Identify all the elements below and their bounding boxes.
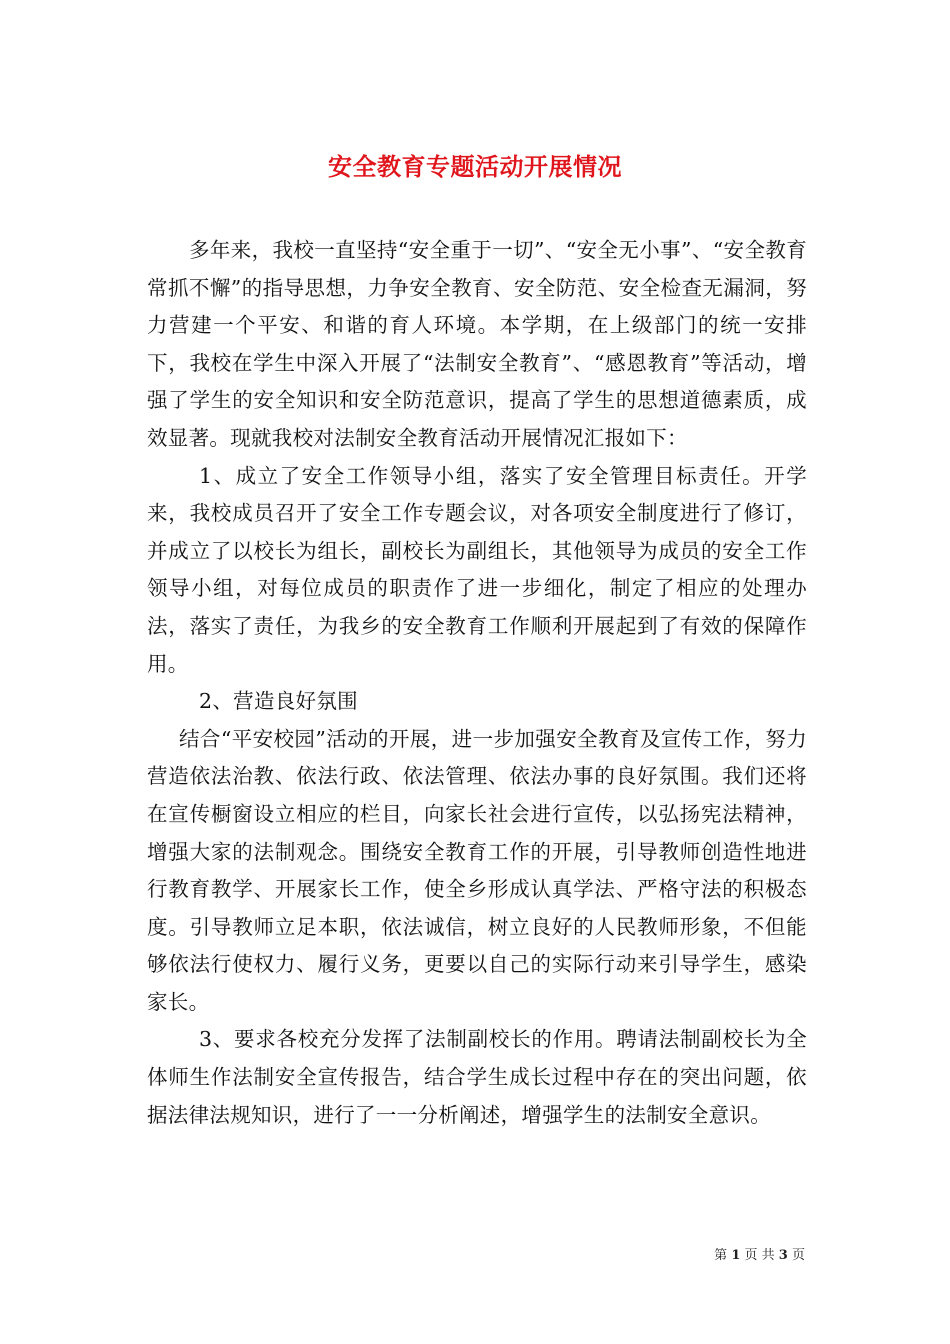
footer-prefix: 第 <box>714 1248 728 1263</box>
total-page-number: 3 <box>778 1248 788 1263</box>
document-title: 安全教育专题活动开展情况 <box>328 152 622 182</box>
intro-paragraph: 多年来，我校一直坚持“安全重于一切”、“安全无小事”、“安全教育常抓不懈”的指导思想，力争安全教育、安全防范、安全检查无漏洞，努力营建一个平安、和谐的育人环境。本学期，在上级部门的统一安排下，我校在学生中深入开展了“法制安全教育”、“感恩教育”等活动，增强了学生的安全知识和安全防范意识，提高了学生的思想道德素质，成效显著。现就我校对法制安全教育活动开展情况汇报如下： <box>147 238 807 450</box>
footer-middle: 页 共 <box>744 1248 775 1263</box>
section-1-paragraph: 1、成立了安全工作领导小组，落实了安全管理目标责任。开学来，我校成员召开了安全工作专题会议，对各项安全制度进行了修订，并成立了以校长为组长，副校长为副组长，其他领导为成员的安全工作领导小组，对每位成员的职责作了进一步细化，制定了相应的处理办法，落实了责任，为我乡的安全教育工作顺利开展起到了有效的保障作用。 <box>147 463 807 676</box>
section-3-paragraph: 3、要求各校充分发挥了法制副校长的作用。聘请法制副校长为全体师生作法制安全宣传报告，结合学生成长过程中存在的突出问题，依据法律法规知识，进行了一一分析阐述，增强学生的法制安全意识。 <box>147 1027 807 1127</box>
page-footer <box>714 1247 805 1265</box>
section-2-heading: 2、营造良好氛围 <box>199 689 358 714</box>
footer-suffix: 页 <box>791 1248 805 1263</box>
document-body <box>147 232 807 1134</box>
section-2-paragraph: 结合“平安校园”活动的开展，进一步加强安全教育及宣传工作，努力营造依法治教、依法行政、依法管理、依法办事的良好氛围。我们还将在宣传橱窗设立相应的栏目，向家长社会进行宣传，以弘扬宪法精神，增强大家的法制观念。围绕安全教育工作的开展，引导教师创造性地进行教育教学、开展家长工作，使全乡形成认真学法、严格守法的积极态度。引导教师立足本职，依法诚信，树立良好的人民教师形象，不但能够依法行使权力、履行义务，更要以自己的实际行动来引导学生，感染家长。 <box>147 726 807 1014</box>
current-page-number: 1 <box>731 1248 741 1263</box>
